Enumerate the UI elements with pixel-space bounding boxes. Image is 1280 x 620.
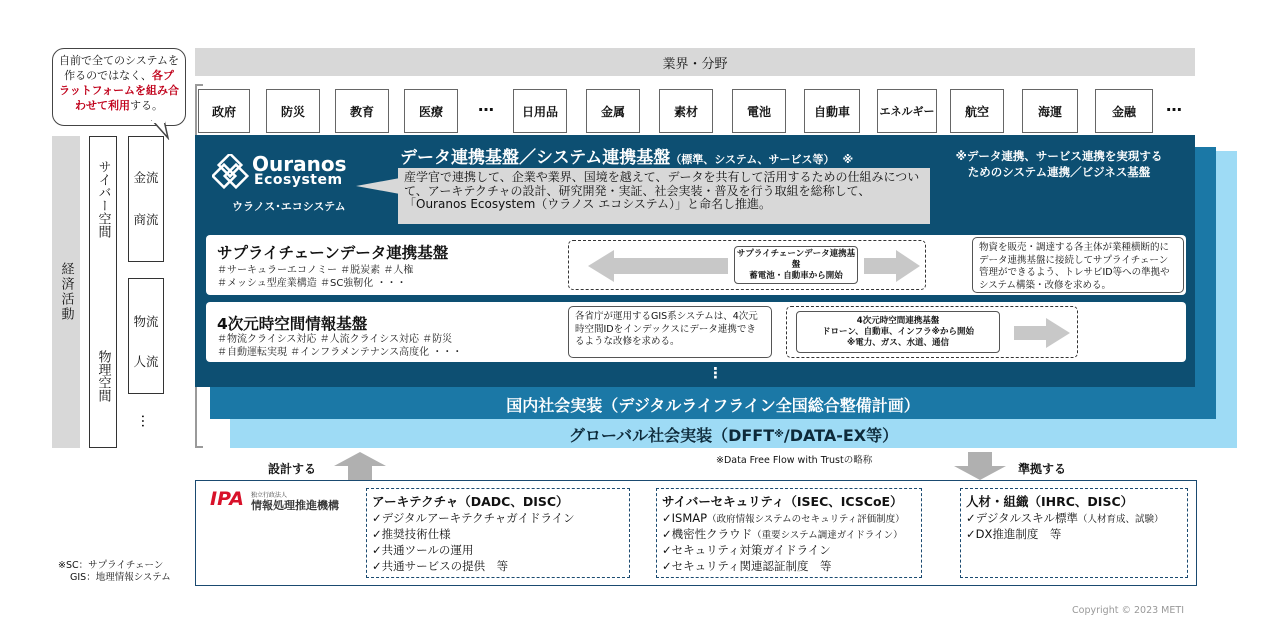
supply-chain-note: 物資を販売・調達する各主体が業種横断的にデータ連携基盤に接続してサプライチェーン管理ができるよう、トレサビID等への準拠やシステム構築・改修を求める。	[972, 237, 1184, 293]
industry-education: 教育	[335, 89, 389, 133]
architecture-item-2: ✓推奨技術仕様	[372, 527, 451, 541]
up-arrow-icon	[334, 452, 386, 480]
bubble-text-post: する。	[130, 99, 163, 112]
data-platform-title-mark: ※	[842, 153, 854, 166]
comply-label: 準拠する	[1018, 462, 1067, 476]
ouranos-cube-icon	[212, 154, 252, 194]
data-platform-title	[400, 143, 920, 168]
industry-battery: 電池	[732, 89, 786, 133]
global-title-sup: ※	[774, 428, 784, 440]
physical-space-label: 物理空間	[95, 350, 111, 402]
logo-word-ecosystem: Ecosystem	[254, 172, 343, 188]
ipa-org-small: 独立行政法人	[251, 492, 288, 499]
skill-standard-note: （人材育成、試験）	[1078, 514, 1164, 525]
bubble-text-pre: 自前で全てのシステムを作るのではなく、	[59, 54, 179, 82]
ouranos-description: 産学官で連携して、企業や業界、国境を越えて、データを共有して活用するための仕組みについて、アーキテクチャの設計、研究開発・実証、社会実装・普及を行う取組を総称して、「Ouranos Ecosystem（ウラノス エコシステム）」と命名し推進。	[398, 168, 930, 224]
logo-kana: ウラノス･エコシステム	[232, 200, 346, 213]
industry-metal: 金属	[586, 89, 640, 133]
human-resource-head: 人材・組織（IHRC、DISC）	[966, 494, 1134, 509]
vertical-ellipsis: ⋮	[708, 364, 723, 382]
industry-aviation: 航空	[950, 89, 1004, 133]
logistics-flow-label: 物流	[133, 314, 159, 329]
industry-government: 政府	[198, 89, 250, 133]
data-platform-title-main: データ連携基盤／システム連携基盤	[400, 148, 671, 168]
design-label: 設計する	[268, 462, 317, 476]
supply-chain-tags-2: ＃メッシュ型産業構造 ＃SC強靭化 ・・・	[217, 278, 407, 289]
spatial-mini-line1: 4次元時空間連携基盤	[856, 315, 940, 326]
economic-activity-label: 経済活動	[52, 136, 80, 448]
right-arrow-icon	[864, 250, 920, 282]
down-arrow-icon	[954, 452, 1006, 480]
bubble-text-bold: 各プラットフォームを組み合わせて利用	[59, 69, 179, 112]
supply-chain-mini-line1: サプライチェーンデータ連携基盤	[736, 248, 856, 270]
skill-standard-text: ✓デジタルスキル標準	[966, 511, 1078, 525]
logistics-people-box	[128, 278, 164, 394]
industry-automotive: 自動車	[804, 89, 860, 133]
ismap-text: ✓ISMAP	[662, 511, 708, 525]
dfft-footnote: ※Data Free Flow with Trustの略称	[716, 455, 873, 466]
industry-ellipsis-1: …	[478, 96, 494, 115]
architecture-item-1: ✓デジタルアーキテクチャガイドライン	[372, 511, 575, 525]
spatial-note: 各省庁が運用するGIS系システムは、4次元時空間IDをインデックスにデータ連携できるような改修を求める。	[568, 306, 772, 358]
industry-finance: 金融	[1095, 89, 1153, 133]
architecture-item-3: ✓共通ツールの運用	[372, 543, 474, 557]
supply-chain-tags-1: ＃サーキュラーエコノミー ＃脱炭素 ＃人権	[217, 265, 414, 276]
supply-chain-mini-line2: 蓄電池・自動車から開始	[749, 270, 843, 281]
domestic-implementation-title: 国内社会実装（デジタルライフライン全国総合整備計画）	[506, 395, 920, 415]
cloud-note: （重要システム調達ガイドライン）	[752, 530, 903, 541]
industry-shipping: 海運	[1022, 89, 1078, 133]
cybersecurity-item-4: ✓セキュリティ関連認証制度 等	[662, 559, 832, 573]
ismap-note: （政府情報システムのセキュリティ評価制度）	[707, 514, 905, 525]
spatial-right-arrow-icon	[1014, 318, 1070, 348]
money-commerce-box	[128, 136, 164, 262]
spatial-tags-1: ＃物流クライシス対応 ＃人流クライシス対応 ＃防災	[217, 334, 453, 345]
footnote-gis: GIS：地理情報システム	[70, 572, 171, 583]
speech-bubble	[52, 48, 186, 126]
ipa-logo: IPA	[210, 488, 244, 510]
logo-word-ouranos: Ouranos	[252, 152, 347, 176]
left-arrow-icon	[588, 250, 728, 282]
spatial-tags-2: ＃自動運転実現 ＃インフラメンテナンス高度化 ・・・	[217, 347, 463, 358]
ipa-org-name: 情報処理推進機構	[251, 499, 339, 512]
global-title-pre: グローバル社会実装（DFFT	[568, 425, 775, 445]
data-platform-note: ※データ連携、サービス連携を実現するためのシステム連携／ビジネス基盤	[955, 149, 1163, 179]
industry-materials: 素材	[659, 89, 713, 133]
supply-chain-title: サプライチェーンデータ連携基盤	[217, 244, 449, 262]
industry-disaster-prevention: 防災	[266, 89, 320, 133]
description-callout-pointer	[356, 178, 400, 194]
commerce-flow-label: 商流	[133, 212, 159, 227]
global-implementation-title	[230, 421, 1237, 447]
cloud-text: ✓機密性クラウド	[662, 527, 753, 541]
ouranos-logo	[212, 152, 362, 212]
footnote-sc: ※SC：サプライチェーン	[58, 560, 164, 571]
human-resource-item-2: ✓DX推進制度 等	[966, 527, 1062, 541]
copyright: Copyright © 2023 METI	[1072, 605, 1184, 616]
data-platform-title-paren: （標準、システム、サービス等）	[670, 153, 835, 166]
industry-medical: 医療	[404, 89, 458, 133]
industry-header: 業界・分野	[195, 48, 1195, 76]
cyber-space-label: サイバー空間	[95, 160, 111, 238]
bubble-tail-icon	[150, 120, 180, 140]
supply-chain-mini-box	[734, 246, 858, 284]
industry-ellipsis-2: …	[1166, 96, 1182, 115]
architecture-head: アーキテクチャ（DADC、DISC）	[372, 494, 569, 509]
spatial-mini-box	[796, 311, 1000, 353]
global-title-post: /DATA-EX等）	[783, 425, 899, 445]
left-ellipsis: …	[138, 414, 154, 428]
spatial-title: 4次元時空間情報基盤	[217, 315, 368, 333]
industry-energy: エネルギー	[877, 89, 937, 133]
cybersecurity-head: サイバーセキュリティ（ISEC、ICSCoE）	[662, 494, 903, 509]
people-flow-label: 人流	[133, 354, 159, 369]
cybersecurity-item-3: ✓セキュリティ対策ガイドライン	[662, 543, 831, 557]
industry-daily-goods: 日用品	[513, 89, 567, 133]
architecture-item-4: ✓共通サービスの提供 等	[372, 559, 509, 573]
money-flow-label: 金流	[133, 170, 159, 185]
spatial-mini-line3: ※電力、ガス、水道、通信	[846, 337, 950, 348]
spatial-mini-line2: ドローン、自動車、インフラ※から開始	[822, 326, 974, 337]
